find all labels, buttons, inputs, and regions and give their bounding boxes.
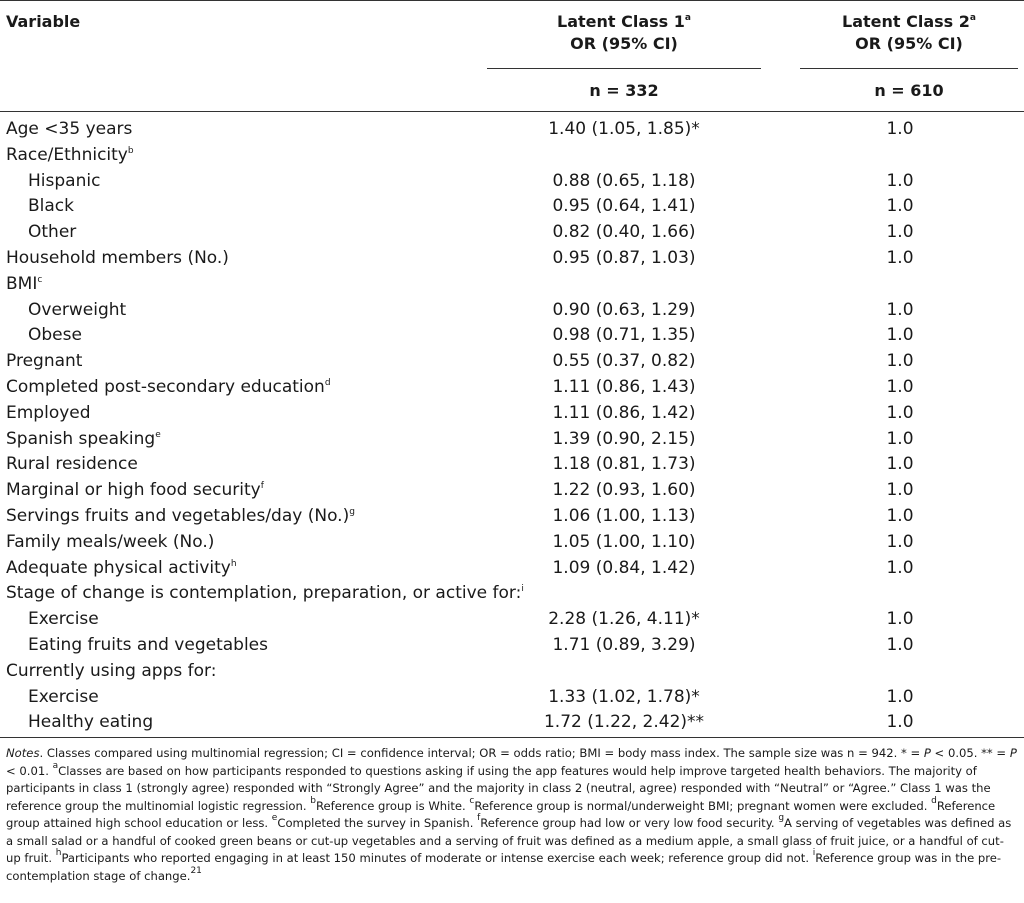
class1-value: 0.98 (0.71, 1.35) xyxy=(552,325,696,346)
class2-value: 1.0 xyxy=(886,376,914,397)
note-g-mark: g xyxy=(778,813,785,823)
class2-value: 1.0 xyxy=(886,247,914,268)
class1-value: 1.39 (0.90, 2.15) xyxy=(552,428,696,449)
row-label xyxy=(6,349,82,375)
note-i-text: Reference group was in the pre-contemplation stage of change. xyxy=(6,851,1002,883)
table-row xyxy=(0,659,1024,685)
class1-value: 0.55 (0.37, 0.82) xyxy=(552,351,696,372)
class2-value: 1.0 xyxy=(886,170,914,191)
row-label-text: Exercise xyxy=(28,686,99,707)
table-row xyxy=(0,530,1024,556)
class1-value: 0.95 (0.64, 1.41) xyxy=(552,196,696,217)
class2-value: 1.0 xyxy=(886,712,914,733)
row-label-text: Healthy eating xyxy=(28,712,154,733)
table-row xyxy=(0,220,1024,246)
class2-value: 1.0 xyxy=(886,119,914,139)
row-footnote-mark: i xyxy=(521,584,524,595)
variable-header-label: Variable xyxy=(6,12,81,31)
row-label-text: Overweight xyxy=(28,299,127,320)
class1-value: 0.88 (0.65, 1.18) xyxy=(552,170,696,191)
row-label-text: Exercise xyxy=(28,609,99,630)
class2-value: 1.0 xyxy=(886,557,914,578)
class1-value: 0.82 (0.40, 1.66) xyxy=(552,222,696,243)
class1-header xyxy=(487,11,761,55)
class2-value: 1.0 xyxy=(886,609,914,630)
row-label-text: Marginal or high food security xyxy=(6,480,261,501)
row-footnote-mark: g xyxy=(349,506,355,517)
row-label xyxy=(6,504,355,530)
table-row xyxy=(0,246,1024,272)
row-label xyxy=(6,117,132,143)
row-label-text: Stage of change is contemplation, preparation, or active for: xyxy=(6,583,522,604)
row-label xyxy=(28,194,74,220)
notes-p-2: P xyxy=(1009,746,1017,760)
class2-header xyxy=(800,11,1018,55)
note-e-mark: e xyxy=(271,813,278,823)
row-label-text: Servings fruits and vegetables/day (No.) xyxy=(6,505,350,526)
row-footnote-mark: b xyxy=(127,145,134,156)
class2-value: 1.0 xyxy=(886,351,914,372)
class2-value: 1.0 xyxy=(886,222,914,243)
row-label-text: Black xyxy=(28,196,74,217)
table-notes xyxy=(6,745,1018,885)
class1-title: Latent Class 1 xyxy=(557,12,685,31)
class2-value: 1.0 xyxy=(886,428,914,449)
table-row xyxy=(0,143,1024,169)
class1-value: 1.22 (0.93, 1.60) xyxy=(552,480,696,501)
row-label-text: Family meals/week (No.) xyxy=(6,531,215,552)
class1-value: 1.18 (0.81, 1.73) xyxy=(552,454,696,475)
class1-n: n = 332 xyxy=(589,81,659,100)
class2-header-rule xyxy=(800,68,1018,69)
row-label-text: Race/Ethnicity xyxy=(6,144,128,165)
class1-value: 1.11 (0.86, 1.43) xyxy=(552,376,696,397)
class2-value: 1.0 xyxy=(886,531,914,552)
row-label xyxy=(6,143,134,169)
row-footnote-mark: h xyxy=(230,558,237,569)
row-label xyxy=(6,401,91,427)
class1-value: 2.28 (1.26, 4.11)* xyxy=(548,609,700,630)
notes-text-3: < 0.01. xyxy=(6,763,53,778)
row-label-text: Pregnant xyxy=(6,351,83,372)
row-footnote-mark: c xyxy=(37,274,43,285)
row-label xyxy=(28,323,82,349)
note-d-mark: d xyxy=(931,795,937,806)
row-label-text: Eating fruits and vegetables xyxy=(28,634,268,655)
table-row xyxy=(0,375,1024,401)
class2-value: 1.0 xyxy=(886,402,914,423)
row-footnote-mark: f xyxy=(260,481,264,492)
row-label xyxy=(6,659,216,685)
table-row xyxy=(0,349,1024,375)
note-h-text: Participants who reported engaging in at least 150 minutes of moderate or intense exercise each week; reference group did not. xyxy=(61,851,813,865)
table-row xyxy=(0,401,1024,427)
note-d-text: Reference group attained high school education or less. xyxy=(6,798,996,830)
row-label-text: Other xyxy=(28,222,77,243)
row-label-text: BMI xyxy=(6,273,38,294)
row-label xyxy=(28,633,268,659)
notes-text-1: . Classes compared using multinomial regression; CI = confidence interval; OR = odds ratio; BMI = body mass index. The sample size was n = 942. * = xyxy=(39,746,924,760)
class1-value: 0.90 (0.63, 1.29) xyxy=(552,299,696,320)
row-label xyxy=(6,478,264,504)
row-label-text: Currently using apps for: xyxy=(6,660,217,681)
table-top-rule xyxy=(0,0,1024,1)
class2-subtitle: OR (95% CI) xyxy=(855,34,963,53)
note-g-text: A serving of vegetables was defined as a small salad or a handful of cooked green beans or cut-up vegetables and a serving of fruit was defined as a medium apple, a small glass of fruit juice, or a handful of cut-up fruit. xyxy=(6,816,1012,865)
row-label xyxy=(28,220,76,246)
class1-value: 1.72 (1.22, 2.42)** xyxy=(543,712,705,733)
class1-value: 1.71 (0.89, 3.29) xyxy=(552,634,696,655)
table-row xyxy=(0,607,1024,633)
variable-header xyxy=(6,11,80,33)
row-label xyxy=(28,710,153,736)
table-row xyxy=(0,504,1024,530)
table-row xyxy=(0,323,1024,349)
row-footnote-mark: e xyxy=(155,429,161,440)
row-label xyxy=(6,452,138,478)
table-row xyxy=(0,685,1024,711)
class1-value: 1.05 (1.00, 1.10) xyxy=(552,531,696,552)
row-label xyxy=(6,581,524,607)
row-label-text: Completed post-secondary education xyxy=(6,376,325,397)
row-label-text: Household members (No.) xyxy=(6,247,229,268)
note-e-text: Completed the survey in Spanish. xyxy=(277,816,478,830)
row-label-text: Obese xyxy=(28,325,82,346)
row-footnote-mark: d xyxy=(324,377,331,388)
note-c-text: Reference group is normal/underweight BMI; pregnant women were excluded. xyxy=(474,798,932,813)
row-label-text: Spanish speaking xyxy=(6,428,156,449)
row-label-text: Age <35 years xyxy=(6,119,133,139)
table-row xyxy=(0,117,1024,143)
class1-footnote-mark: a xyxy=(684,13,691,23)
table-row xyxy=(0,194,1024,220)
note-reference-mark: 21 xyxy=(190,865,202,876)
note-b-mark: b xyxy=(310,795,316,806)
row-label xyxy=(6,427,161,453)
row-label xyxy=(6,556,237,582)
class2-value: 1.0 xyxy=(886,325,914,346)
note-f-mark: f xyxy=(477,813,481,823)
note-c-mark: c xyxy=(469,795,475,806)
row-label xyxy=(6,246,229,272)
table-row xyxy=(0,298,1024,324)
class2-n: n = 610 xyxy=(874,81,944,100)
row-label-text: Employed xyxy=(6,402,91,423)
class2-value: 1.0 xyxy=(886,299,914,320)
class1-value: 1.09 (0.84, 1.42) xyxy=(552,557,696,578)
header-bottom-rule xyxy=(0,111,1024,112)
class2-value: 1.0 xyxy=(886,634,914,655)
row-label xyxy=(28,607,99,633)
note-f-text: Reference group had low or very low food security. xyxy=(480,816,779,830)
table-body xyxy=(0,117,1024,736)
table-row xyxy=(0,478,1024,504)
notes-text-2: < 0.05. ** = xyxy=(930,746,1010,760)
row-label xyxy=(6,375,331,401)
row-label xyxy=(6,272,42,298)
row-label xyxy=(28,298,126,324)
row-label-text: Adequate physical activity xyxy=(6,557,231,578)
notes-lead: Notes xyxy=(6,746,40,760)
row-label-text: Rural residence xyxy=(6,454,138,475)
class1-value: 1.40 (1.05, 1.85)* xyxy=(548,119,700,139)
class1-value: 1.06 (1.00, 1.13) xyxy=(552,505,696,526)
class1-value: 1.33 (1.02, 1.78)* xyxy=(548,686,700,707)
note-i-mark: i xyxy=(812,848,816,858)
row-label-text: Hispanic xyxy=(28,170,101,191)
row-label xyxy=(28,169,100,195)
notes-p-1: P xyxy=(923,746,931,760)
table-row xyxy=(0,452,1024,478)
table-row xyxy=(0,169,1024,195)
class1-header-rule xyxy=(487,68,761,69)
class2-value: 1.0 xyxy=(886,505,914,526)
table-bottom-rule xyxy=(0,737,1024,738)
row-label xyxy=(6,530,214,556)
note-a-text: Classes are based on how participants responded to questions asking if using the app features would help improve targeted health behaviors. The majority of participants in class 1 (strongly agree) responded with “Strongly Agree” and the majority in class 2 (neutral, agree) responded with “Neutral” or “Agree.” Class 1 was the reference group the multinomial logistic regression. xyxy=(6,763,991,813)
class2-value: 1.0 xyxy=(886,480,914,501)
row-label xyxy=(28,685,99,711)
note-h-mark: h xyxy=(55,848,62,858)
note-b-text: Reference group is White. xyxy=(315,798,470,813)
class1-value: 1.11 (0.86, 1.42) xyxy=(552,402,696,423)
table-row xyxy=(0,633,1024,659)
class1-value: 0.95 (0.87, 1.03) xyxy=(552,247,696,268)
class1-subtitle: OR (95% CI) xyxy=(570,34,678,53)
note-a-mark: a xyxy=(52,760,59,771)
class2-value: 1.0 xyxy=(886,686,914,707)
table-row xyxy=(0,556,1024,582)
table-row xyxy=(0,427,1024,453)
class2-value: 1.0 xyxy=(886,196,914,217)
table-row xyxy=(0,272,1024,298)
table-row xyxy=(0,581,1024,607)
class2-value: 1.0 xyxy=(886,454,914,475)
table-row xyxy=(0,710,1024,736)
class2-title: Latent Class 2 xyxy=(842,12,970,31)
class2-footnote-mark: a xyxy=(969,13,976,23)
